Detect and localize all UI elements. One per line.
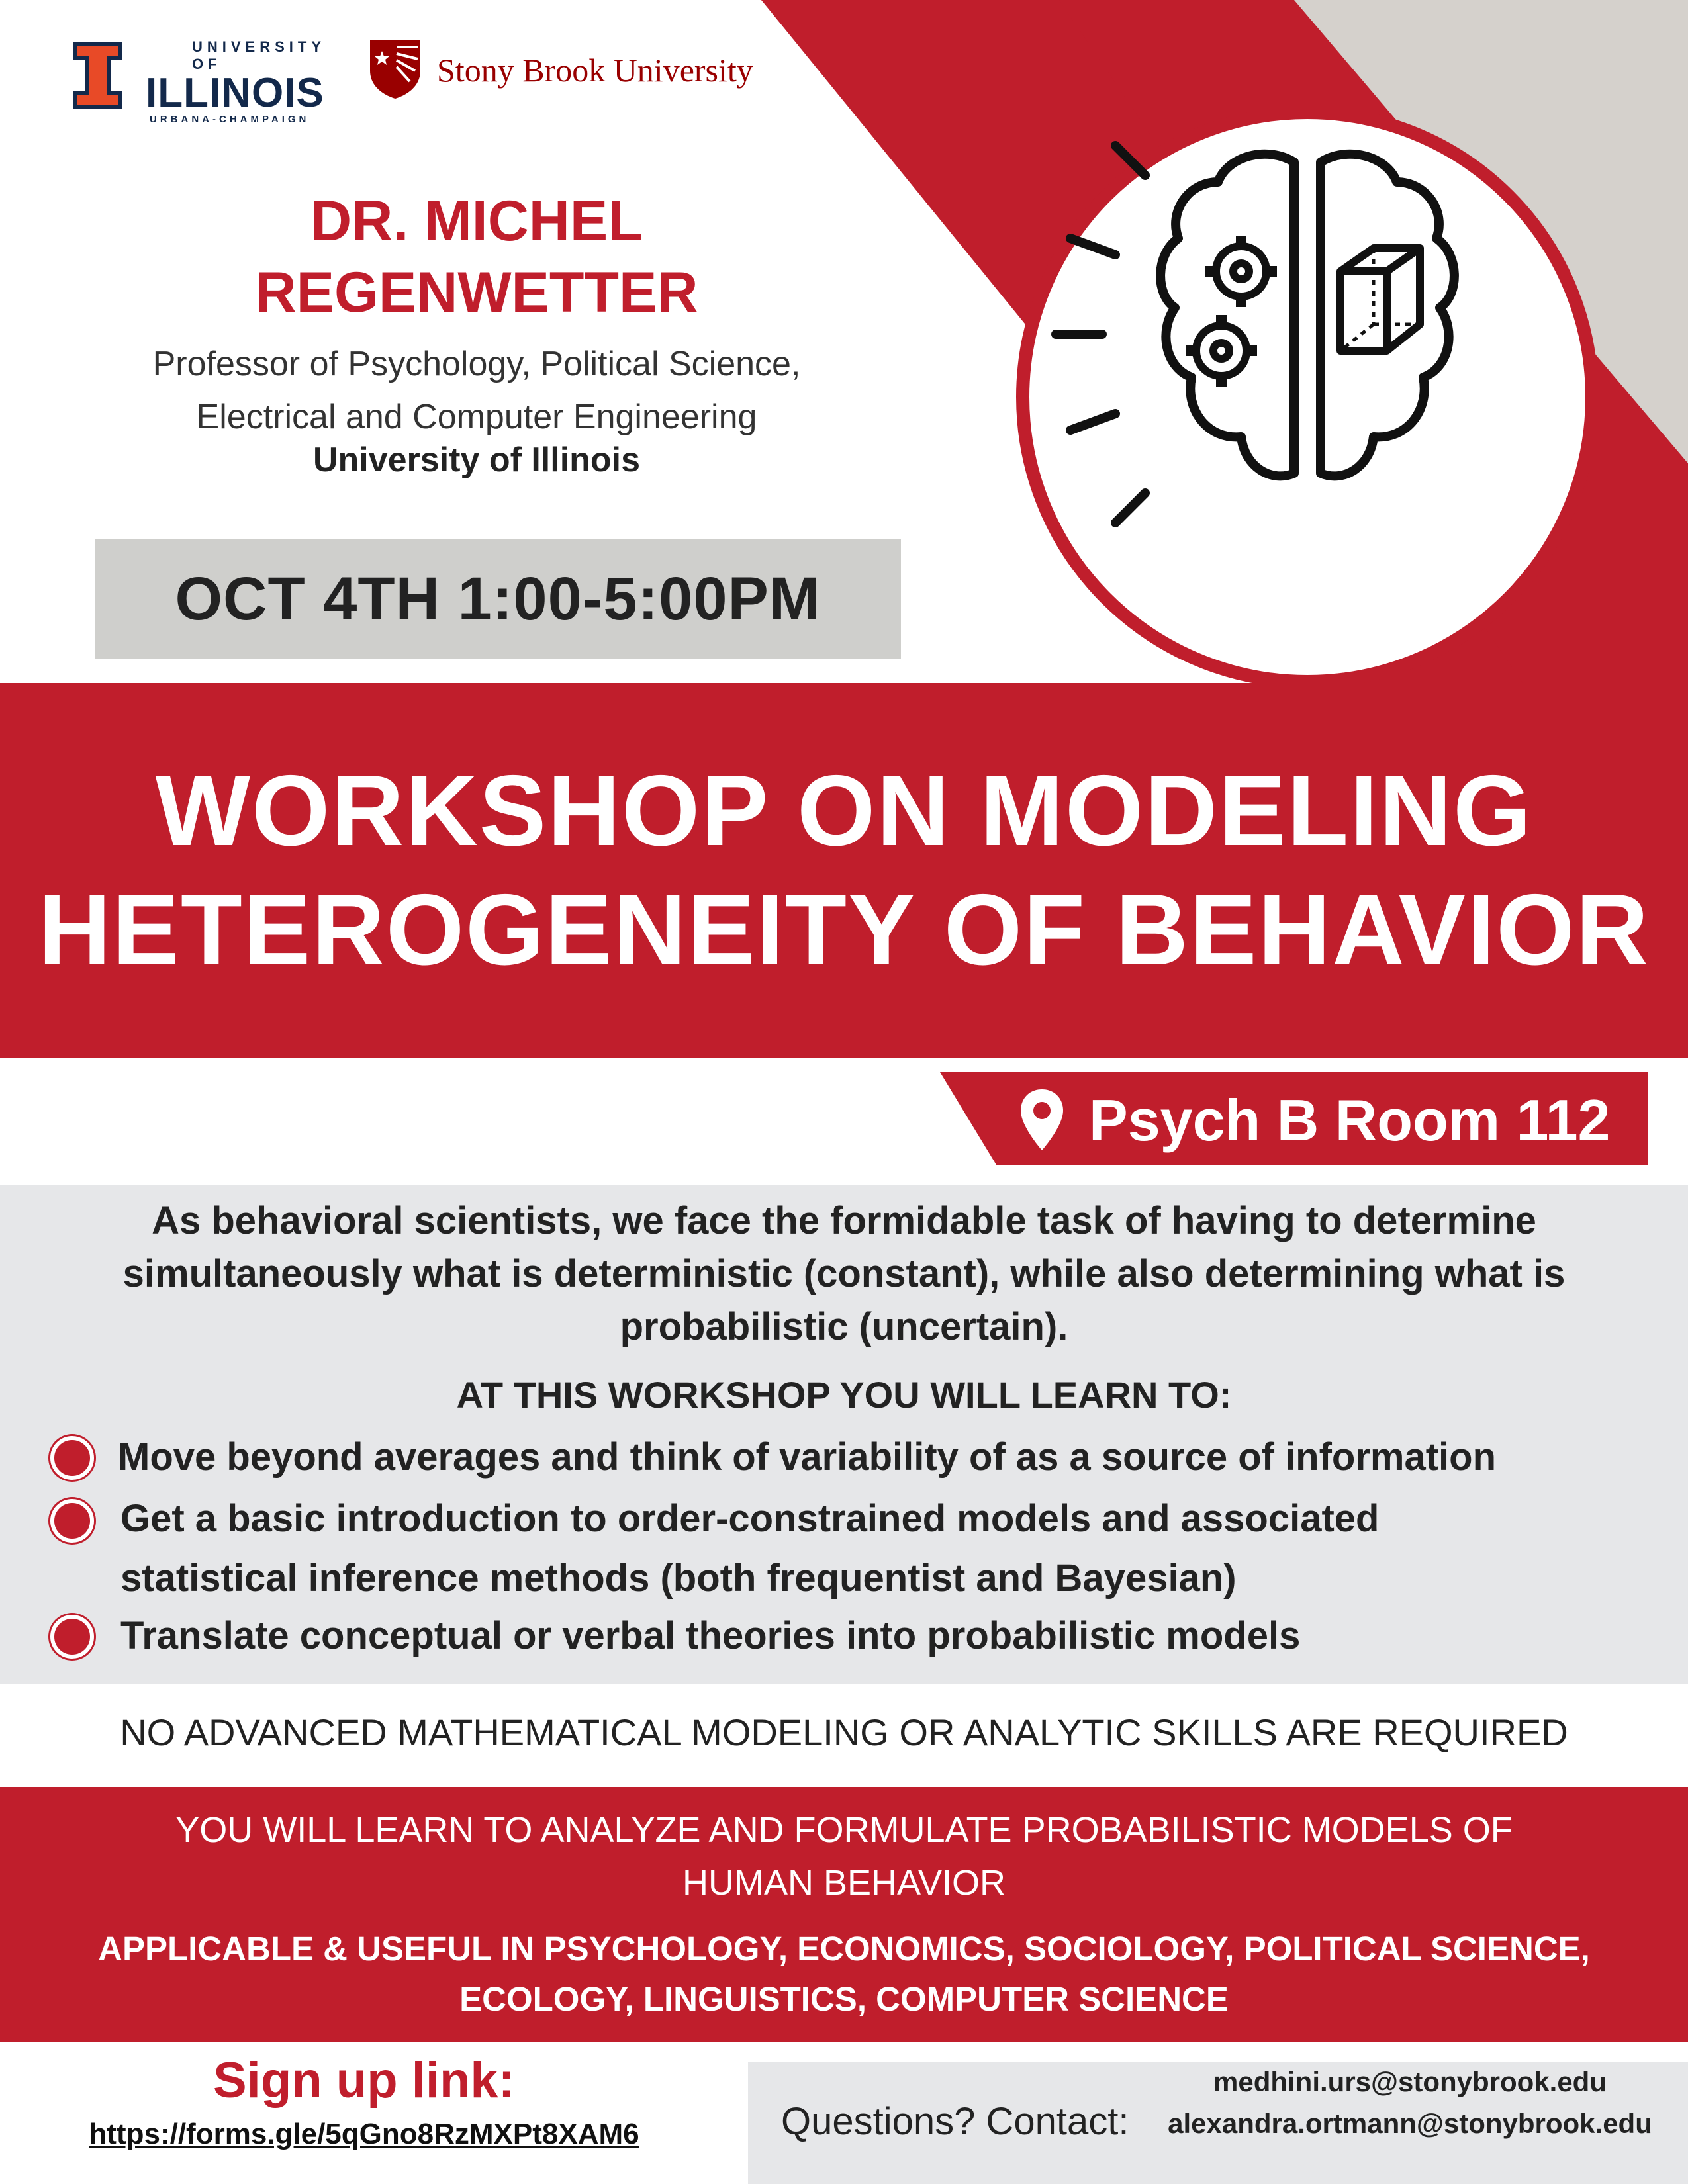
contact-label: Questions? Contact:: [781, 2100, 1129, 2143]
speaker-name-line2: REGENWETTER: [255, 261, 698, 324]
bullet-dot: [50, 1615, 94, 1659]
workshop-title-line1: WORKSHOP ON MODELING: [155, 754, 1533, 867]
learn-heading: AT THIS WORKSHOP YOU WILL LEARN TO:: [456, 1374, 1232, 1416]
outcome-line1: YOU WILL LEARN TO ANALYZE AND FORMULATE PROBABILISTIC MODELS OF: [175, 1810, 1513, 1850]
speaker-name-line1: DR. MICHEL: [310, 189, 643, 253]
contact-email-1[interactable]: medhini.urs@stonybrook.edu: [1213, 2066, 1607, 2097]
event-location: Psych B Room 112: [1089, 1087, 1611, 1153]
requirements-note: NO ADVANCED MATHEMATICAL MODELING OR ANALYTIC SKILLS ARE REQUIRED: [120, 1711, 1568, 1753]
bullet-item-2: Get a basic introduction to order-constrained models and associated: [120, 1497, 1380, 1540]
university-of-illinois-logo: [73, 38, 338, 125]
description-line2: simultaneously what is deterministic (constant), while also determining what is: [122, 1252, 1566, 1295]
speaker-title: [93, 338, 861, 443]
stony-brook-shield-icon: [367, 36, 423, 100]
bullet-dot: [50, 1499, 94, 1543]
bullet-dot: [50, 1436, 94, 1480]
bullet-item-2-continued: statistical inference methods (both frequentist and Bayesian): [120, 1557, 1237, 1600]
speaker-name: [93, 185, 861, 328]
illinois-logo-sub: URBANA-CHAMPAIGN: [150, 114, 310, 125]
outcome-text: [66, 1803, 1622, 1909]
date-box: [95, 539, 901, 659]
workshop-title-line2: HETEROGENEITY OF BEHAVIOR: [38, 874, 1650, 986]
signup-label: Sign up link:: [213, 2052, 515, 2109]
stony-brook-logo-text: Stony Brook University: [437, 52, 753, 89]
illinois-block-i-icon: [73, 41, 123, 110]
workshop-title: [0, 751, 1688, 989]
speaker-institution: University of Illinois: [312, 441, 641, 479]
illinois-logo-name: ILLINOIS: [146, 70, 324, 116]
location-pin-icon: [1018, 1087, 1066, 1153]
brain-gears-cube-icon: [1016, 106, 1599, 688]
location-ribbon: [940, 1072, 1648, 1165]
stony-brook-logo: [367, 36, 778, 103]
illinois-logo-top: UNIVERSITY OF: [192, 38, 326, 72]
speaker-title-line1: Professor of Psychology, Political Science,: [152, 345, 801, 383]
applicable-fields: [53, 1924, 1635, 2025]
applicable-line1: APPLICABLE & USEFUL IN PSYCHOLOGY, ECONOMICS, SOCIOLOGY, POLITICAL SCIENCE,: [98, 1930, 1590, 1968]
bullet-item-1: Move beyond averages and think of variability of as a source of information: [118, 1435, 1497, 1479]
description-line3: probabilistic (uncertain).: [620, 1305, 1068, 1348]
bullet-item-3: Translate conceptual or verbal theories into probabilistic models: [120, 1614, 1301, 1657]
applicable-line2: ECOLOGY, LINGUISTICS, COMPUTER SCIENCE: [459, 1980, 1229, 2018]
speaker-title-line2: Electrical and Computer Engineering: [196, 398, 757, 436]
description-paragraph: [0, 1195, 1688, 1353]
signup-link[interactable]: https://forms.gle/5qGno8RzMXPt8XAM6: [89, 2118, 639, 2150]
contact-email-2[interactable]: alexandra.ortmann@stonybrook.edu: [1168, 2108, 1652, 2139]
description-line1: As behavioral scientists, we face the formidable task of having to determine: [152, 1199, 1536, 1242]
outcome-line2: HUMAN BEHAVIOR: [682, 1863, 1006, 1903]
event-date-time: OCT 4TH 1:00-5:00PM: [175, 565, 821, 633]
